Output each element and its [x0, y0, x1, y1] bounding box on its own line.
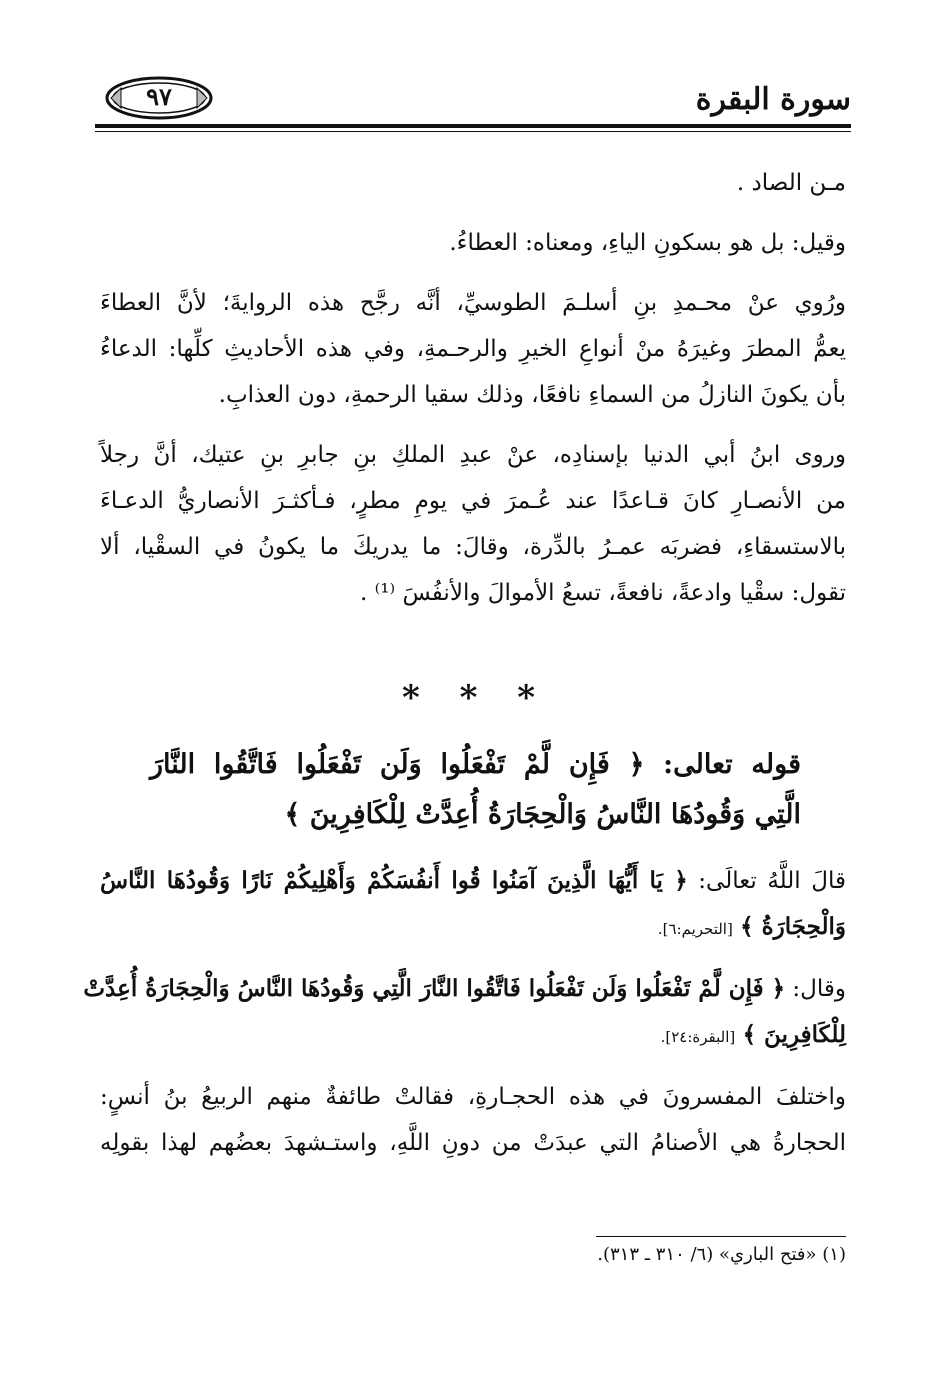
- text-line: مـن الصاد .: [736, 170, 846, 196]
- paragraph-1: [100, 160, 846, 206]
- verse-heading-line: قوله تعالى: ﴿ فَإِن لَّمْ تَفْعَلُوا وَلَن تَفْعَلُوا فَاتَّقُوا النَّارَ: [150, 749, 801, 780]
- page-header: [95, 72, 851, 132]
- text-line: بأن يكونَ النازلُ من السماءِ نافعًا، وذلك سقيا الرحمةِ، دون العذابِ.: [218, 382, 846, 408]
- header-rule-thin: [95, 131, 851, 132]
- verse-reference: [البقرة:٢٤].: [660, 1028, 736, 1046]
- footnote-rule: [596, 1236, 846, 1237]
- text-line: [100, 858, 846, 904]
- paragraph-4: [100, 432, 846, 616]
- page-number-badge: [105, 76, 213, 120]
- quran-quote: ﴿ يَا أَيُّهَا الَّذِينَ آمَنُوا قُوا أَنفُسَكُمْ وَأَهْلِيكُمْ نَارًا وَقُودُهَا النَّاسُ: [100, 867, 688, 894]
- text-line: ورُوي عنْ محـمدِ بنِ أسلـمَ الطوسيِّ، أنَّه رجَّح هذه الروايةَ؛ لأنَّ العطاءَ: [100, 290, 846, 316]
- text-line: تقول: سقْيا وادعةً، نافعةً، تسعُ الأموالَ والأنفُسَ ⁽¹⁾ .: [360, 580, 846, 606]
- quote-intro: قالَ اللَّهُ تعالَى:: [687, 868, 847, 894]
- sura-title: سورة البقرة: [695, 82, 851, 117]
- text-line: وروى ابنُ أبي الدنيا بإسنادِه، عنْ عبدِ الملكِ بنِ جابرِ بنِ عتيك، أنَّ رجلاً: [100, 442, 846, 468]
- text-line: بالاستسقاءِ، فضربَه عمـرُ بالدِّرة، وقالَ: ما يدريكَ ما يكونُ في السقْيا، ألا: [100, 534, 846, 560]
- commentary-text: [83, 858, 847, 1180]
- text-line: [100, 1012, 846, 1060]
- paragraph-7: [100, 1074, 846, 1166]
- quran-quote: لِلْكَافِرِينَ ﴾: [742, 1021, 846, 1048]
- paragraph-2: [100, 220, 846, 266]
- text-line: يعمُّ المطرَ وغيرَهُ منْ أنواعِ الخيرِ والرحـمةِ، وفي هذه الأحاديثِ كلِّها: الدعاءُ: [100, 336, 846, 362]
- page-number: ٩٧: [146, 82, 172, 111]
- quran-quote: ﴿ فَإِن لَّمْ تَفْعَلُوا وَلَن تَفْعَلُوا فَاتَّقُوا النَّارَ الَّتِي وَقُودُهَا النَّاسُ وَالْحِجَارَةُ أُعِدَّتْ: [83, 975, 786, 1002]
- quote-intro: وقال:: [785, 976, 846, 1002]
- main-text: [100, 160, 846, 630]
- paragraph-5: [100, 858, 846, 952]
- footnote: (١) «فتح الباري» (٦/ ٣١٠ ـ ٣١٣).: [597, 1244, 846, 1265]
- text-line: واختلفَ المفسرونَ في هذه الحجـارةِ، فقالتْ طائفةٌ منهم الربيعُ بنُ أنسٍ:: [100, 1084, 846, 1110]
- verse-reference: [التحريم:٦].: [657, 920, 733, 938]
- header-rule-thick: [95, 124, 851, 128]
- paragraph-6: [83, 966, 846, 1060]
- text-line: وقيل: بل هو بسكونِ الياءِ، ومعناه: العطاءُ.: [449, 230, 846, 256]
- text-line: من الأنصـارِ كانَ قـاعدًا عند عُـمرَ في يومِ مطرٍ، فـأكثـرَ الأنصاريُّ الدعـاءَ: [100, 488, 846, 514]
- section-separator: * * *: [401, 678, 549, 718]
- quran-quote: وَالْحِجَارَةُ ﴾: [740, 913, 846, 940]
- text-line: [83, 966, 846, 1012]
- verse-heading: [150, 740, 801, 840]
- text-line: [100, 904, 846, 952]
- verse-heading-line: الَّتِي وَقُودُهَا النَّاسُ وَالْحِجَارَةُ أُعِدَّتْ لِلْكَافِرِينَ ﴾: [284, 799, 801, 830]
- text-line: الحجارةُ هي الأصنامُ التي عبدَتْ من دونِ اللَّهِ، واستـشهدَ بعضُهم لهذا بقولِه: [100, 1130, 846, 1156]
- paragraph-3: [100, 280, 846, 418]
